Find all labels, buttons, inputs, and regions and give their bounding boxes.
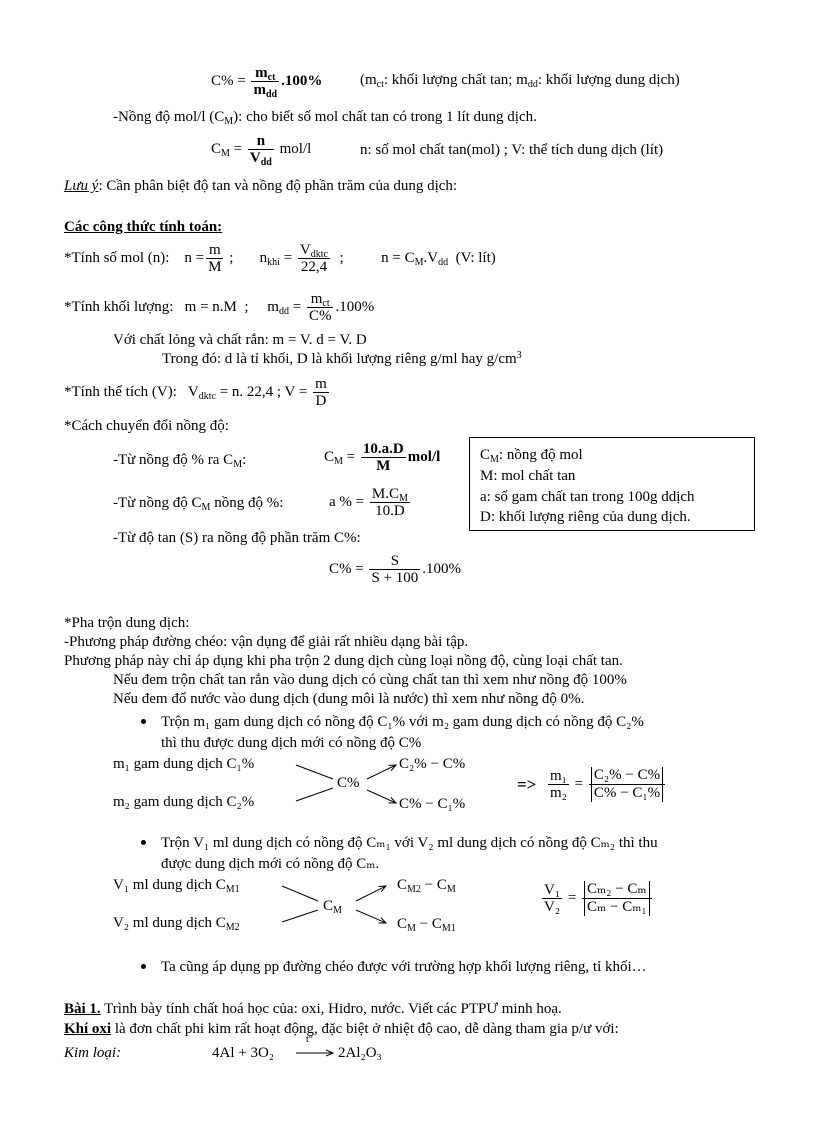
diag1-ratio: $\frac{\text{m₁}}{\text{m₂}}$ = $\frac{\text{C₂\% − C\%}}{\text{C\% − C₁\%}}$ (546, 760, 667, 808)
diag2-line-in-top (282, 886, 318, 901)
diag1-line-in-bottom (296, 788, 333, 801)
reaction-condition: t° (306, 1034, 313, 1045)
diag1-left-1: m₁ gam dung dịch C₁% (113, 756, 255, 772)
conv-row-3-label: -Từ độ tan (S) ra nồng độ phần trăm C%: (113, 530, 361, 546)
mass-formulas: *Tính khối lượng: m = n.M ; $m_{dd}$ = $\frac{m_{ct}}{C\%}$ .100% (64, 290, 375, 324)
diag1-left-2: m₂ gam dung dịch C₂% (113, 794, 255, 810)
diag2-right-1: $C_{M2} - C_M$ (397, 877, 456, 895)
bullet-3-line: Ta cũng áp dụng pp đường chéo được với trường hợp khối lượng riêng, tỉ khối… (161, 959, 647, 975)
conv-row-1-formula: $C_M$ = $\frac{10.a.D}{M}$ mol/l (324, 440, 441, 474)
diag1-right-2: C% − C₁% (399, 796, 466, 812)
diag1-center: C% (337, 775, 360, 791)
oxygen-line: Khí oxi là đơn chất phi kim rất hoạt động, đặc biệt ở nhiệt độ cao, dễ dàng tham gia p/ư với: (64, 1021, 619, 1037)
legend-line-4: D: khối lượng riêng của dung dịch. (480, 509, 691, 525)
reaction-lhs: 4Al + 3O₂ (212, 1045, 275, 1061)
formula-c-percent-note: ($m_{ct}$: khối lượng chất tan; $m_{dd}$: khối lượng dung dịch) (360, 72, 680, 90)
liquid-line: Với chất lỏng và chất rắn: m = V. d = V. D (113, 332, 367, 348)
bullet-1-line-2: thì thu được dung dịch mới có nồng độ C% (161, 735, 422, 751)
mix-line-5: Nếu đem đổ nước vào dung dịch (dung môi là nước) thì xem như nồng độ 0%. (113, 691, 585, 707)
section-heading: Các công thức tính toán: (64, 219, 223, 235)
diag2-arrow-out-top (356, 886, 386, 901)
legend-line-3: a: số gam chất tan trong 100g ddịch (480, 489, 695, 505)
bullet-2-line-1: Trộn V₁ ml dung dịch có nồng độ Cₘ₁ với V₂ ml dung dịch có nồng độ Cₘ₂ thì thu (161, 835, 658, 851)
legend-line-1: $C_M$: nồng độ mol (480, 447, 583, 465)
implies-arrow: => (517, 775, 537, 794)
formula-c-percent: C% = $\frac{m_{ct}}{m_{dd}}$ .100% (211, 64, 323, 100)
legend-line-2: M: mol chất tan (480, 468, 576, 484)
diag1-arrow-out-bottom (367, 790, 396, 803)
diag2-ratio: $\frac{\text{V₁}}{\text{V₂}}$ = $\frac{\text{Cₘ₂ − Cₘ}}{\text{Cₘ − Cₘ₁}}$ (540, 874, 654, 922)
diag2-arrow-out-bottom (356, 910, 386, 923)
diag2-center: $C_M$ (323, 898, 342, 916)
note: Lưu ý: Cần phân biệt độ tan và nồng độ phần trăm của dung dịch: (64, 178, 458, 194)
diag2-line-in-bottom (282, 910, 318, 922)
mix-line-3: Phương pháp này chỉ áp dụng khi pha trộn 2 dung dịch cùng loại nồng độ, cùng loại chất tan. (64, 653, 623, 669)
diag2-left-2: V₂ ml dung dịch $C_{M2}$ (113, 915, 240, 933)
where-line: Trong đó: d là tỉ khối, D là khối lượng riêng g/ml hay $g/cm^3$ (162, 350, 522, 367)
mix-line-2: -Phương pháp đường chéo: vận dụng để giải rất nhiều dạng bài tập. (64, 634, 469, 650)
conv-row-1-label: -Từ nồng độ % ra $C_M$: (113, 452, 247, 470)
diag1-right-1: C₂% − C% (399, 756, 466, 772)
cm-definition: -Nồng độ mol/l $(C_M)$: cho biết số mol chất tan có trong 1 lít dung dịch. (113, 109, 537, 127)
conv-row-2-formula: a % = $\frac{M.C_M}{10.D}$ (329, 485, 408, 519)
volume-formulas: *Tính thể tích (V): $V_{dktc} = n$. 22,4 ; V = $\frac{m}{D}$ (64, 375, 327, 409)
diag2-left-1: V₁ ml dung dịch $C_{M1}$ (113, 877, 240, 895)
mol-formulas: *Tính số mol (n): n = $\frac{m}{M}$ ; $n_{khí}$ = $\frac{V_{dktc}}{22,4}$ ; $n = C_M.V_{dd}$ (V: lít) (64, 241, 496, 275)
metal-label: Kim loại: (64, 1045, 122, 1061)
exercise-1: Bài 1. Trình bày tính chất hoá học của: oxi, Hidro, nước. Viết các PTPƯ minh hoạ. (64, 1001, 562, 1017)
bullet-1-line-1: Trộn m₁ gam dung dịch có nồng độ C₁% với m₂ gam dung dịch có nồng độ C₂% (161, 714, 644, 730)
conversion-label: *Cách chuyển đổi nồng độ: (64, 418, 229, 434)
conv-row-3-formula: C% = $\frac{S}{S + 100}$ .100% (329, 552, 462, 586)
mix-line-4: Nếu đem trộn chất tan rắn vào dung dịch có cùng chất tan thì xem như nồng độ 100% (113, 672, 627, 688)
conv-row-2-label: -Từ nồng độ $C_M$ nồng độ %: (113, 495, 284, 513)
formula-cm: $C_M$ = $\frac{n}{V_{dd}}$ mol/l (211, 132, 312, 168)
reaction-rhs: 2Al₂O₃ (338, 1045, 382, 1061)
bullet-2-line-2: được dung dịch mới có nồng độ Cₘ. (161, 856, 380, 872)
diag1-line-in-top (296, 765, 333, 779)
formula-cm-note: n: số mol chất tan(mol) ; V: thể tích dung dịch (lít) (360, 142, 664, 158)
diag1-arrow-out-top (367, 765, 396, 779)
mix-title: *Pha trộn dung dịch: (64, 615, 190, 631)
diag2-right-2: $C_M - C_{M1}$ (397, 916, 456, 934)
